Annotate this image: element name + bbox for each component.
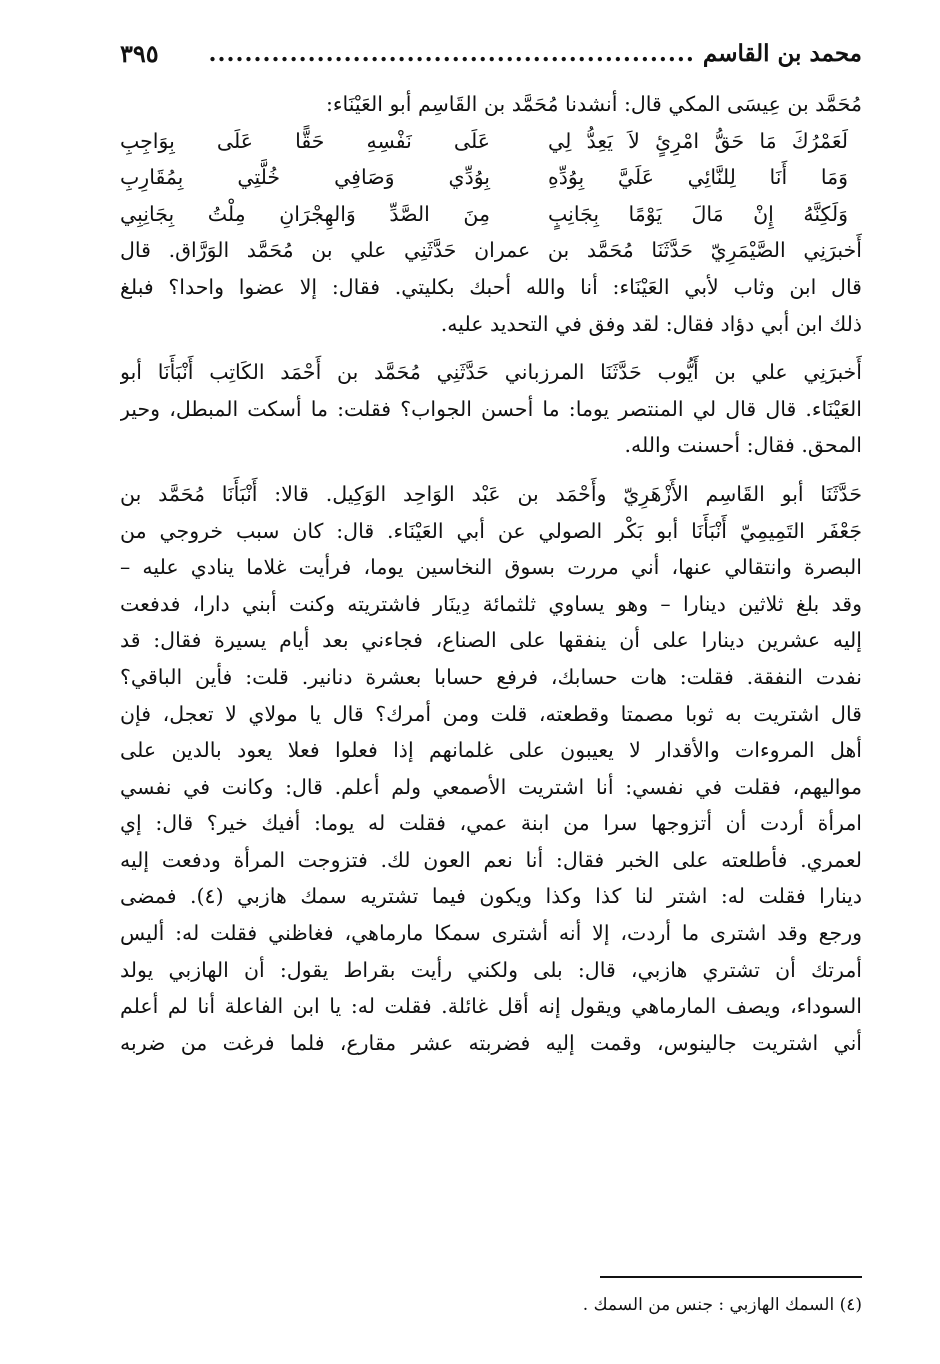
text-line: أمرتك أن تشتري هازبي، قال: بلى ولكني رأيت بقراط يقول: أن الهازبي يولد [120,957,862,982]
text-line: لعمري. فأطلعته على الخبر فقال: أنا نعم العون لك. فتزوجت المرأة ودفعت إليه [120,847,862,872]
page-body [120,86,862,1061]
running-header [120,28,862,78]
text-line: ورجع وقد اشترى ما أردت، إلا أنه أشترى سمكا مارماهي، فغاظني فقلت له: أليس [120,921,862,946]
verse-first-hemistich: وَلَكِنَّهُ إِنْ مَالَ يَوْمًا بِجَانِبٍ [548,201,848,226]
text-line: ذلك ابن أبي دؤاد فقال: لقد وفق في التحديد عليه. [440,311,862,336]
text-line: امرأة أردت أن أتزوجها سرا من ابنة عمي، فقلت له يوما: أفيك خير؟ قال: إي [120,811,862,836]
text-line: السوداء، ويصف المارماهي ويقول إنه أقل غائلة. فقلت له: يا ابن الفاعلة أنا لم أعلم [120,994,862,1019]
text-line: وقد بلغ ثلاثين دينارا – وهو يساوي ثلثمائة دِينَار فاشتريته وكنت أبني دارا، فدفعت [120,591,862,616]
header-leader-dots: ...................................................... [208,39,695,67]
text-line: البصرة وانتقالي عنها، أني مررت بسوق النخاسين يوما، فرأيت غلاما ينادي عليه – [120,555,862,580]
verse-first-hemistich: لَعَمْرُكَ مَا حَقُّ امْرِئٍ لاَ يَعِدُّ لِي [548,128,848,153]
text-line: مواليهم، فقلت في نفسي: أنا اشتريت الأصمعي ولم أعلم. قال: وكانت في نفسي [120,774,862,799]
text-line: نفدت النفقة. فقلت: هات حسابك، فرفع حسابا بعشرة دنانير. قلت: فأين الباقي؟ [120,664,862,689]
text-line: أَخبرَنِي الصَّيْمَرِيّ حَدَّثَنَا مُحَمَّد بن عمران حَدَّثَنِي علي بن مُحَمَّد الوَرَّاق. قال [120,238,862,263]
footnote: (٤) السمك الهازبي : جنس من السمك . [582,1295,862,1315]
verse-second-hemistich: بِوُدِّي وَصَافِي خُلَّتِي بِمُقَارِبِ [120,165,490,190]
verse-first-hemistich: وَمَا أَنَا لِلنَّائِي عَلَيَّ بِوُدِّهِ [548,165,848,190]
paragraph [120,232,862,342]
paragraph [120,354,862,464]
text-line: المحق. فقال: أحسنت والله. [624,433,862,458]
verse-second-hemistich: عَلَى نَفْسِهِ حَقًّا عَلَى بِوَاجِبِ [120,128,490,153]
book-page [120,28,862,1338]
text-line: أني اشتريت جالينوس، وقمت إليه فضربته عشر مقارع، فلما فرغت من ضربه [120,1030,862,1055]
text-line: إليه عشرين دينارا على أن ينفقها على الصناع، فجاءني بعد أيام يسيرة فقال: قد [120,628,862,653]
text-line: أَخبرَنِي علي بن أَيُّوب حَدَّثَنَا المرزباني حَدَّثَنِي مُحَمَّد بن أَحْمَد الكَاتِب أَنْبَأَنَا أبو [120,360,862,385]
header-title: محمد بن القاسم [702,39,862,67]
verse-line [120,196,862,233]
verse-line [120,123,862,160]
page-number: ٣٩٥ [120,38,159,68]
footnote-divider [600,1276,862,1278]
paragraph [120,476,862,1062]
text-line: جَعْفَر التَمِيمِيّ أَنْبَأَنَا أبو بَكْر الصولي عن أبي العَيْنَاء. قال: كان سبب خروجي من [120,518,862,543]
text-line: قال ابن وثاب لأبي العَيْنَاء: أنا والله أحبك بكليتي. فقال: إلا عضوا واحدا؟ فبلغ [120,274,862,299]
text-line: العَيْنَاء. قال قال لي المنتصر يوما: ما أحسن الجواب؟ فقلت: ما أسكت المبطل، وحير [120,396,862,421]
verse-line [120,159,862,196]
intro-line: مُحَمَّد بن عِيسَى المكي قال: أنشدنا مُحَمَّد بن القَاسِم أبو العَيْنَاء: [325,92,862,116]
verse-second-hemistich: مِنَ الصَّدِّ وَالهِجْرَانِ مِلْتُ بِجَانِبِي [120,201,490,226]
text-line: دينارا فقلت له: اشتر لنا كذا وكذا ويكون فيما تشتريه سمك هازبي (٤). فمضى [120,884,862,909]
text-line: أهل المروءات والأقدار لا يعيبون على غلمانهم إذا فعلوا فعلا يعود بالدين على [120,738,862,763]
text-line: حَدَّثَنَا أبو القَاسِم الأَزْهَرِيّ وأَحْمَد بن عَبْد الوَاحِد الوَكِيل. قالا: أَنْبَأَنَا مُحَمَّد بن [120,481,862,506]
poem [120,123,862,233]
text-line: قال اشتريت به ثوبا مصمتا وقطعته، قلت ومن أمرك؟ قال يا مولاي لا تعجل، فإن [120,701,862,726]
